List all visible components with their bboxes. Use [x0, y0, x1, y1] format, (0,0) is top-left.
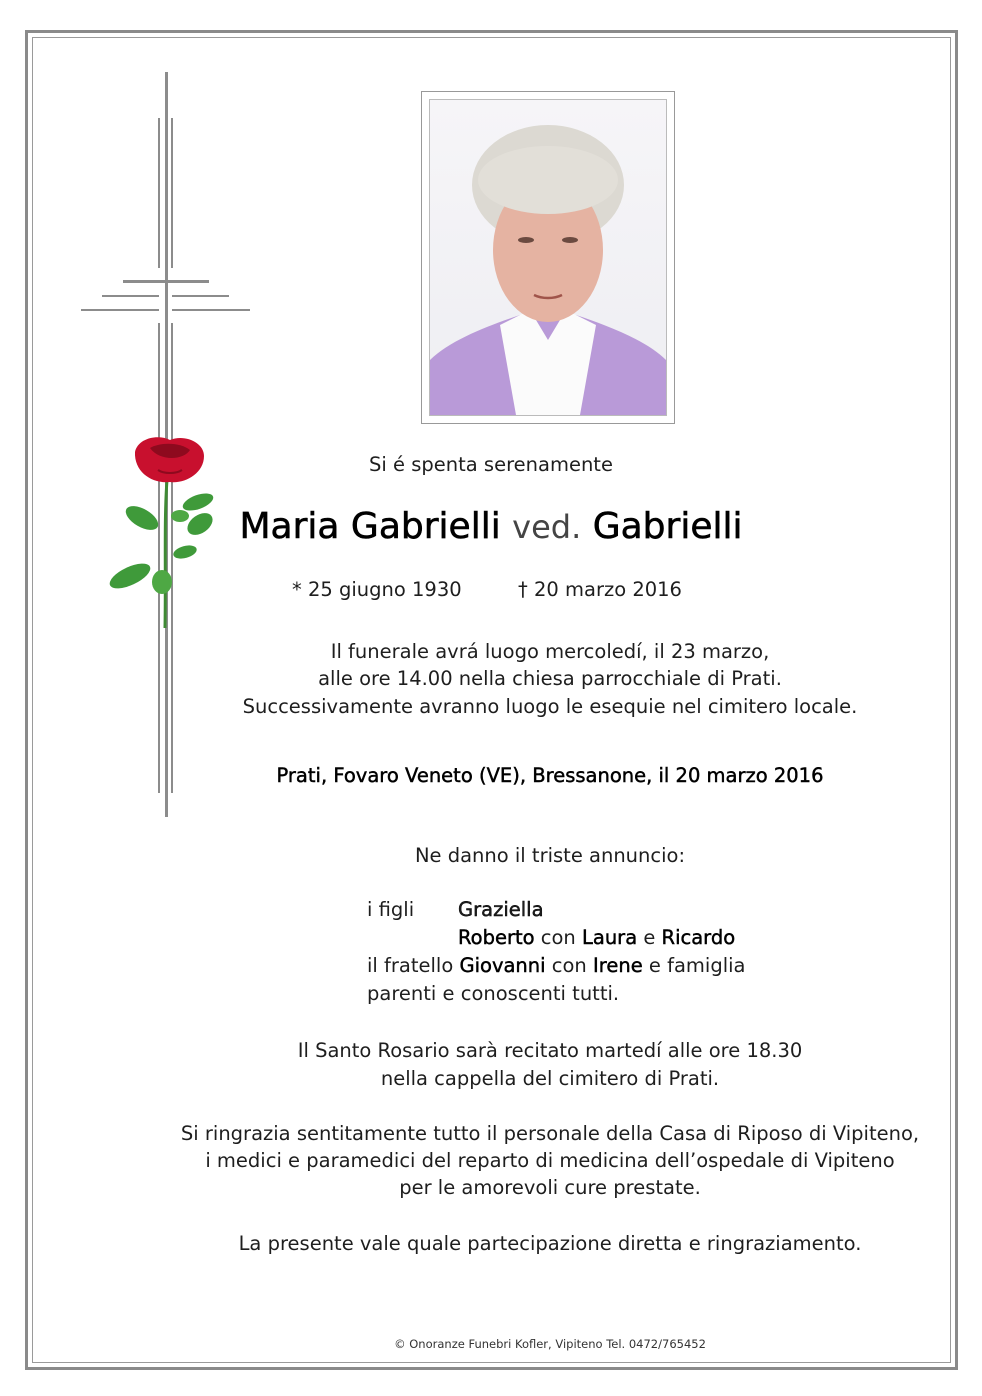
portrait-frame	[421, 91, 675, 424]
con-text: con	[540, 926, 576, 949]
figlio-name: Graziella	[458, 898, 544, 921]
birth-symbol: *	[292, 578, 302, 601]
family-line	[367, 952, 746, 980]
family-line	[458, 924, 735, 952]
rosario-line: Il Santo Rosario sarà recitato martedí alle ore 18.30	[297, 1039, 803, 1062]
grandchild-name: Ricardo	[661, 926, 736, 949]
fratello-name: Giovanni	[459, 954, 546, 977]
rosario-line: nella cappella del cimitero di Prati.	[380, 1067, 720, 1090]
famiglia-text: e famiglia	[648, 954, 746, 977]
death-symbol: †	[518, 578, 528, 601]
vedova-label: ved.	[512, 508, 582, 546]
birth-date: 25 giugno 1930	[307, 578, 462, 601]
life-dates	[0, 576, 978, 604]
deceased-name	[0, 503, 982, 551]
intro-text: Si é spenta serenamente	[369, 453, 613, 476]
fratello-spouse-name: Irene	[593, 954, 643, 977]
thanks-line: Si ringrazia sentitamente tutto il personale della Casa di Riposo di Vipiteno,	[180, 1122, 920, 1145]
thanks-line: i medici e paramedici del reparto di medicina dell’ospedale di Vipiteno	[205, 1149, 895, 1172]
funeral-line: Il funerale avrá luogo mercoledí, il 23 marzo,	[330, 640, 770, 663]
footer-credit: © Onoranze Funebri Kofler, Vipiteno Tel. 0472/765452	[394, 1337, 706, 1351]
deceased-first-name: Maria Gabrielli	[239, 506, 501, 547]
announce-text: Ne danno il triste annuncio:	[414, 844, 686, 867]
portrait-photo	[429, 99, 667, 416]
con-text: con	[551, 954, 587, 977]
parenti-text: parenti e conoscenti tutti.	[367, 982, 620, 1005]
figli-label: i figli	[367, 898, 415, 921]
funeral-line: alle ore 14.00 nella chiesa parrocchiale di Prati.	[318, 667, 782, 690]
spouse-name: Laura	[582, 926, 638, 949]
fratello-label: il fratello	[367, 954, 454, 977]
place-date: Prati, Fovaro Veneto (VE), Bressanone, il 20 marzo 2016	[276, 764, 824, 787]
married-name: Gabrielli	[592, 506, 743, 547]
funeral-line: Successivamente avranno luogo le esequie nel cimitero locale.	[242, 695, 858, 718]
death-date: 20 marzo 2016	[534, 578, 682, 601]
e-text: e	[643, 926, 656, 949]
thanks-line: per le amorevoli cure prestate.	[399, 1176, 701, 1199]
closing-text: La presente vale quale partecipazione diretta e ringraziamento.	[238, 1232, 862, 1255]
figlio-name: Roberto	[458, 926, 535, 949]
